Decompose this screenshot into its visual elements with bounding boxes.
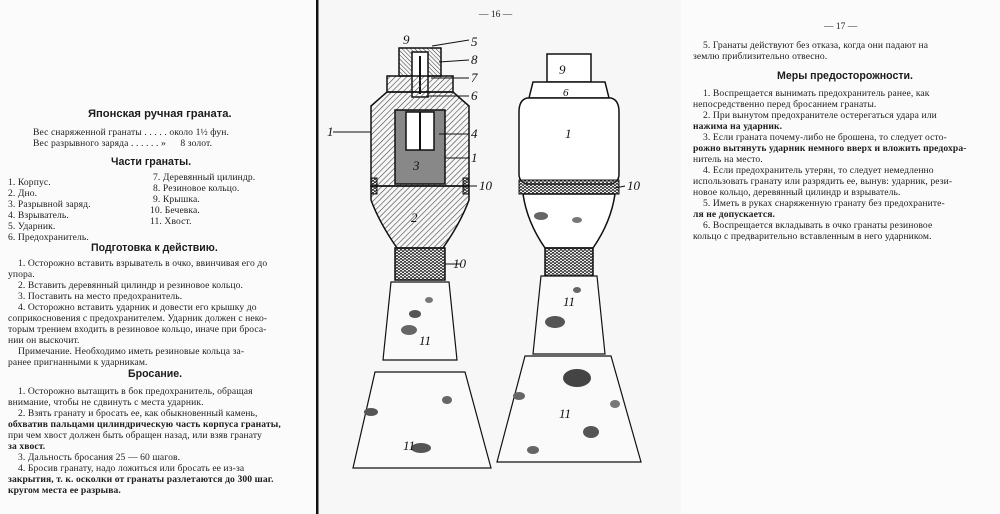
bottom-section <box>371 186 469 248</box>
bottom-exterior <box>523 194 615 248</box>
tail-lower <box>353 372 491 468</box>
label: 9 <box>403 32 410 47</box>
label: 2 <box>411 210 418 225</box>
label: 10 <box>627 178 640 193</box>
label: 6 <box>471 88 478 103</box>
throw-line: кругом места ее разрыва. <box>8 485 121 496</box>
label: 8 <box>471 52 478 67</box>
prep-line: 4. Осторожно вставить ударник и довести его крышку до <box>18 302 257 313</box>
throw-line: закрытия, т. к. осколки от гранаты разлетаются до 300 шаг. <box>8 474 274 485</box>
illustration-page <box>318 0 682 514</box>
prep-line: 3. Поставить на место предохранитель. <box>18 291 183 302</box>
left-page <box>0 0 318 514</box>
label: 9 <box>559 62 566 77</box>
safety-line: 3. Если граната почему-либо не брошена, то следует осто- <box>703 132 947 143</box>
throw-line: за хвост. <box>8 441 46 452</box>
cord-section <box>395 248 445 280</box>
prep-heading: Подготовка к действию. <box>91 242 218 254</box>
safety-line: использовать гранату или разрядить ее, вынув: ударник, рези- <box>693 176 953 187</box>
intro-line: 5. Гранаты действуют без отказа, когда они падают на <box>703 40 929 51</box>
parts-item: 8. Резиновое кольцо. <box>153 183 240 194</box>
body-exterior <box>519 98 619 184</box>
prep-line: торым трением входить в резиновое кольцо, иначе при броса- <box>8 324 267 335</box>
label: 11 <box>563 294 576 309</box>
throw-line: обхватив пальцами цилиндрическую часть корпуса гранаты, <box>8 419 281 430</box>
safety-line: кольцо с предварительно вставленным в него ударником. <box>693 231 932 242</box>
safety-line: рожно вытянуть ударник немного вверх и вложить предохра- <box>693 143 967 154</box>
prep-line: соприкосновения с предохранителем. Ударник должен с неко- <box>8 313 268 324</box>
page-number: — 17 — <box>824 22 858 32</box>
parts-item: 3. Разрывной заряд. <box>8 199 91 210</box>
grenade-figure <box>319 0 681 514</box>
label: 1 <box>471 150 478 165</box>
safety-line: 2. При вынутом предохранителе остерегаться удара или <box>703 110 937 121</box>
safety-line: новое кольцо, деревянный цилиндр и взрыватель. <box>693 187 901 198</box>
label: 10 <box>479 178 492 193</box>
safety-line: нажима на ударник. <box>693 121 783 132</box>
prep-line: 1. Осторожно вставить взрыватель в очко, ввинчивая его до <box>18 258 268 269</box>
safety-line: нитель на место. <box>693 154 763 165</box>
cord-exterior <box>545 248 593 276</box>
weight-line-charge: Вес разрывного заряда . . . . . . » 8 золот. <box>33 138 213 149</box>
label: 5 <box>471 34 478 49</box>
parts-item: 10. Бечевка. <box>150 205 200 216</box>
label: 10 <box>453 256 466 271</box>
label: 4 <box>471 126 478 141</box>
throw-line: внимание, чтобы не сдвинуть с места ударник. <box>8 397 204 408</box>
cord-band <box>519 180 619 194</box>
tail-upper <box>383 282 457 360</box>
parts-heading: Части гранаты. <box>111 156 192 168</box>
prep-line: ранее пригнанными к ударникам. <box>8 357 148 368</box>
right-page <box>681 0 1000 514</box>
parts-item: 4. Взрыватель. <box>8 210 69 221</box>
prep-line: нии он выскочит. <box>8 335 80 346</box>
safety-line: 4. Если предохранитель утерян, то следует немедленно <box>703 165 934 176</box>
parts-item: 2. Дно. <box>8 188 38 199</box>
label: 11 <box>559 406 572 421</box>
label: 7 <box>471 70 478 85</box>
exterior-view <box>497 54 641 462</box>
parts-item: 6. Предохранитель. <box>8 232 89 243</box>
parts-item: 9. Крышка. <box>153 194 200 205</box>
label: 1 <box>327 124 334 139</box>
safety-heading: Меры предосторожности. <box>777 70 913 82</box>
safety-line: ля не допускается. <box>693 209 776 220</box>
prep-line: упора. <box>8 269 35 280</box>
safety-line: непосредственно перед бросанием гранаты. <box>693 99 877 110</box>
parts-item: 11. Хвост. <box>150 216 192 227</box>
intro-line: землю приблизительно отвесно. <box>693 51 828 62</box>
page-number: — 16 — <box>479 10 513 20</box>
parts-item: 5. Ударник. <box>8 221 56 232</box>
throw-line: 3. Дальность бросания 25 — 60 шагов. <box>18 452 181 463</box>
throw-line: 4. Бросив гранату, надо ложиться или бросать ее из-за <box>18 463 245 474</box>
safety-line: 6. Воспрещается вкладывать в очко гранаты резиновое <box>703 220 933 231</box>
throw-line: 1. Осторожно вытащить в бок предохранитель, обращая <box>18 386 253 397</box>
label: 1 <box>565 126 572 141</box>
weight-line-loaded: Вес снаряженной гранаты . . . . . около 1½ фун. <box>33 127 229 138</box>
prep-line: 2. Вставить деревянный цилиндр и резиновое кольцо. <box>18 280 244 291</box>
prep-note: Примечание. Необходимо иметь резиновые кольца за- <box>18 346 245 357</box>
throw-heading: Бросание. <box>128 368 183 380</box>
section-view <box>327 32 493 468</box>
safety-line: 1. Воспрещается вынимать предохранитель ранее, как <box>703 88 930 99</box>
label: 3 <box>413 158 420 173</box>
tail-upper-exterior <box>533 276 605 354</box>
label: 11 <box>419 333 432 348</box>
safety-line: 5. Иметь в руках снаряженную гранату без предохраните- <box>703 198 945 209</box>
parts-item: 7. Деревянный цилиндр. <box>153 172 256 183</box>
label: 11 <box>403 438 416 453</box>
cap-exterior <box>547 54 591 82</box>
label: 6 <box>563 87 569 99</box>
throw-line: 2. Взять гранату и бросать ее, как обыкновенный камень, <box>18 408 258 419</box>
page-title: Японская ручная граната. <box>88 108 232 120</box>
throw-line: при чем хвост должен быть обращен назад, или взяв гранату <box>8 430 262 441</box>
parts-item: 1. Корпус. <box>8 177 51 188</box>
